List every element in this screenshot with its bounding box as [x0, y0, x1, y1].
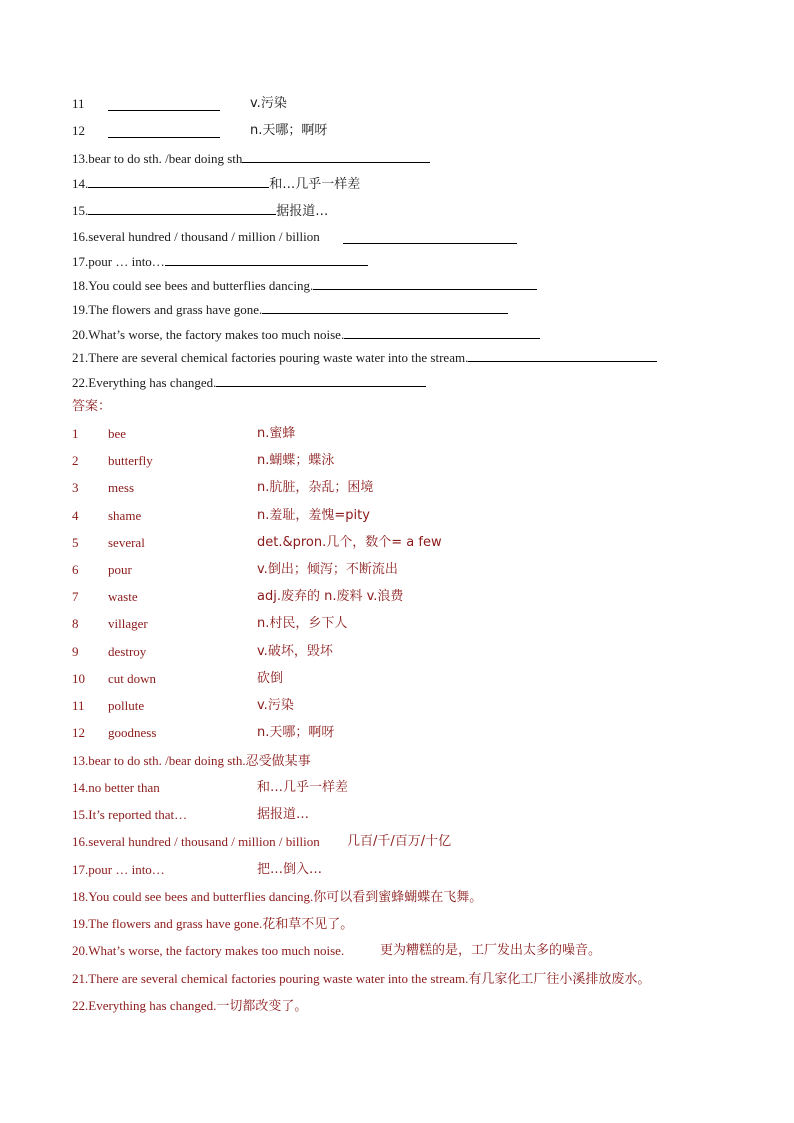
answer-cn: 几百/千/百万/十亿 — [347, 834, 452, 849]
answer-number: 11 — [72, 698, 85, 713]
answer-14 — [72, 779, 349, 797]
question-text: 18.You could see bees and butterflies dancing. — [72, 278, 314, 293]
answer-meaning: n.村民，乡下人 — [257, 616, 348, 631]
answer-blank[interactable] — [242, 149, 430, 163]
answer-word: several — [108, 535, 145, 550]
answer-number: 12 — [72, 725, 85, 740]
answer-word: destroy — [108, 644, 147, 659]
question-text: 20.What’s worse, the factory makes too much noise. — [72, 327, 345, 342]
answer-number: 8 — [72, 616, 79, 631]
question-14 — [72, 174, 360, 192]
answer-16 — [72, 833, 452, 851]
answer-en: 14.no better than — [72, 780, 160, 795]
answer-blank[interactable] — [313, 276, 537, 290]
question-text: 16.several hundred / thousand / million / billion — [72, 229, 320, 244]
question-12 — [72, 122, 328, 140]
answer-row — [0, 507, 794, 525]
answer-22 — [72, 997, 307, 1015]
answer-cn: 一切都改变了。 — [216, 999, 308, 1014]
answer-cn: 据报道… — [257, 807, 310, 822]
answer-en: 20.What’s worse, the factory makes too much noise. — [72, 943, 345, 958]
answer-word: butterfly — [108, 453, 153, 468]
question-19 — [72, 300, 508, 318]
answer-number: 3 — [72, 480, 79, 495]
answer-18 — [72, 888, 482, 906]
answer-cn: 花和草不见了。 — [262, 917, 354, 932]
answer-21 — [72, 970, 650, 988]
answer-blank[interactable] — [216, 373, 426, 387]
answer-15 — [72, 806, 310, 824]
answer-en: 13.bear to do sth. /bear doing sth. — [72, 753, 246, 768]
question-suffix: 据报道… — [276, 204, 329, 219]
answer-row — [0, 643, 794, 661]
answer-word: waste — [108, 589, 138, 604]
answer-word: shame — [108, 508, 142, 523]
answer-word: goodness — [108, 725, 157, 740]
answer-cn: 和…几乎一样差 — [257, 780, 349, 795]
answer-meaning: adj.废弃的 n.废料 v.浪费 — [257, 589, 404, 604]
answer-blank[interactable] — [108, 124, 220, 138]
answer-en: 15.It’s reported that… — [72, 807, 188, 822]
answer-word: villager — [108, 616, 148, 631]
answer-cn: 你可以看到蜜蜂蝴蝶在飞舞。 — [313, 890, 483, 905]
question-11 — [72, 95, 287, 113]
answer-row — [0, 561, 794, 579]
question-20 — [72, 325, 540, 343]
answer-cn: 忍受做某事 — [245, 754, 311, 769]
question-prefix: 14. — [72, 176, 89, 191]
question-number: 12 — [72, 123, 85, 138]
answer-label: 答案： — [72, 399, 112, 414]
question-number: 11 — [72, 96, 85, 111]
answer-meaning: v.倒出；倾泻；不断流出 — [257, 562, 398, 577]
answer-meaning: det.&pron.几个，数个= a few — [257, 535, 442, 550]
answer-blank[interactable] — [88, 174, 269, 188]
answer-blank[interactable] — [108, 97, 220, 111]
answer-en: 18.You could see bees and butterflies dancing. — [72, 889, 314, 904]
answer-row — [0, 670, 794, 688]
answer-en: 21.There are several chemical factories pouring waste water into the stream. — [72, 971, 469, 986]
question-suffix: 和…几乎一样差 — [269, 177, 361, 192]
answer-row — [0, 425, 794, 443]
answer-word: mess — [108, 480, 134, 495]
answer-blank[interactable] — [262, 300, 508, 314]
question-16 — [72, 228, 320, 246]
answer-en: 19.The flowers and grass have gone. — [72, 916, 263, 931]
answer-19 — [72, 915, 353, 933]
answer-number: 4 — [72, 508, 79, 523]
question-18 — [72, 276, 537, 294]
answer-en: 17.pour … into… — [72, 862, 165, 877]
answer-row — [0, 452, 794, 470]
question-22 — [72, 373, 426, 391]
answer-cn: 更为糟糕的是，工厂发出太多的噪音。 — [380, 943, 602, 958]
answer-row — [0, 588, 794, 606]
answer-blank[interactable] — [343, 230, 517, 244]
answer-cn: 有几家化工厂往小溪排放废水。 — [468, 972, 651, 987]
answer-number: 9 — [72, 644, 79, 659]
answer-row — [0, 534, 794, 552]
answer-20 — [72, 942, 602, 960]
answer-number: 7 — [72, 589, 79, 604]
answer-meaning: n.肮脏，杂乱；困境 — [257, 480, 374, 495]
answer-en: 22.Everything has changed. — [72, 998, 217, 1013]
question-text: 22.Everything has changed. — [72, 375, 217, 390]
answer-number: 2 — [72, 453, 79, 468]
answer-row — [0, 479, 794, 497]
answer-number: 1 — [72, 426, 79, 441]
question-17 — [72, 252, 368, 270]
answer-number: 6 — [72, 562, 79, 577]
answer-meaning: n.蜜蜂 — [257, 426, 296, 441]
question-text: 19.The flowers and grass have gone. — [72, 302, 263, 317]
question-text: 17.pour … into… — [72, 254, 165, 269]
answer-blank[interactable] — [344, 325, 540, 339]
answer-blank[interactable] — [88, 201, 276, 215]
question-prefix: 15. — [72, 203, 89, 218]
answer-row — [0, 724, 794, 742]
question-15 — [72, 201, 328, 219]
answer-word: pour — [108, 562, 132, 577]
answer-row — [0, 615, 794, 633]
answer-word: bee — [108, 426, 127, 441]
answer-number: 10 — [72, 671, 85, 686]
answer-blank[interactable] — [468, 348, 657, 362]
answer-blank[interactable] — [165, 252, 368, 266]
answer-cn: 把…倒入… — [257, 862, 323, 877]
answer-number: 5 — [72, 535, 79, 550]
answer-17 — [72, 861, 323, 879]
question-21 — [72, 348, 657, 366]
question-text: 13.bear to do sth. /bear doing sth — [72, 151, 243, 166]
question-meaning: v.污染 — [250, 96, 287, 111]
question-text: 21.There are several chemical factories pouring waste water into the stream. — [72, 350, 469, 365]
answer-meaning: v.污染 — [257, 698, 294, 713]
question-meaning: n.天哪；啊呀 — [250, 123, 328, 138]
answer-13 — [72, 752, 311, 770]
answer-en: 16.several hundred / thousand / million / billion — [72, 834, 320, 849]
answer-meaning: n.羞耻，羞愧=pity — [257, 508, 370, 523]
answer-word: pollute — [108, 698, 145, 713]
answer-row — [0, 697, 794, 715]
answer-meaning: v.破坏，毁坏 — [257, 644, 333, 659]
answer-meaning: n.蝴蝶；蝶泳 — [257, 453, 335, 468]
question-13 — [72, 149, 430, 167]
answer-meaning: 砍倒 — [257, 671, 284, 686]
answer-word: cut down — [108, 671, 157, 686]
answer-meaning: n.天哪；啊呀 — [257, 725, 335, 740]
